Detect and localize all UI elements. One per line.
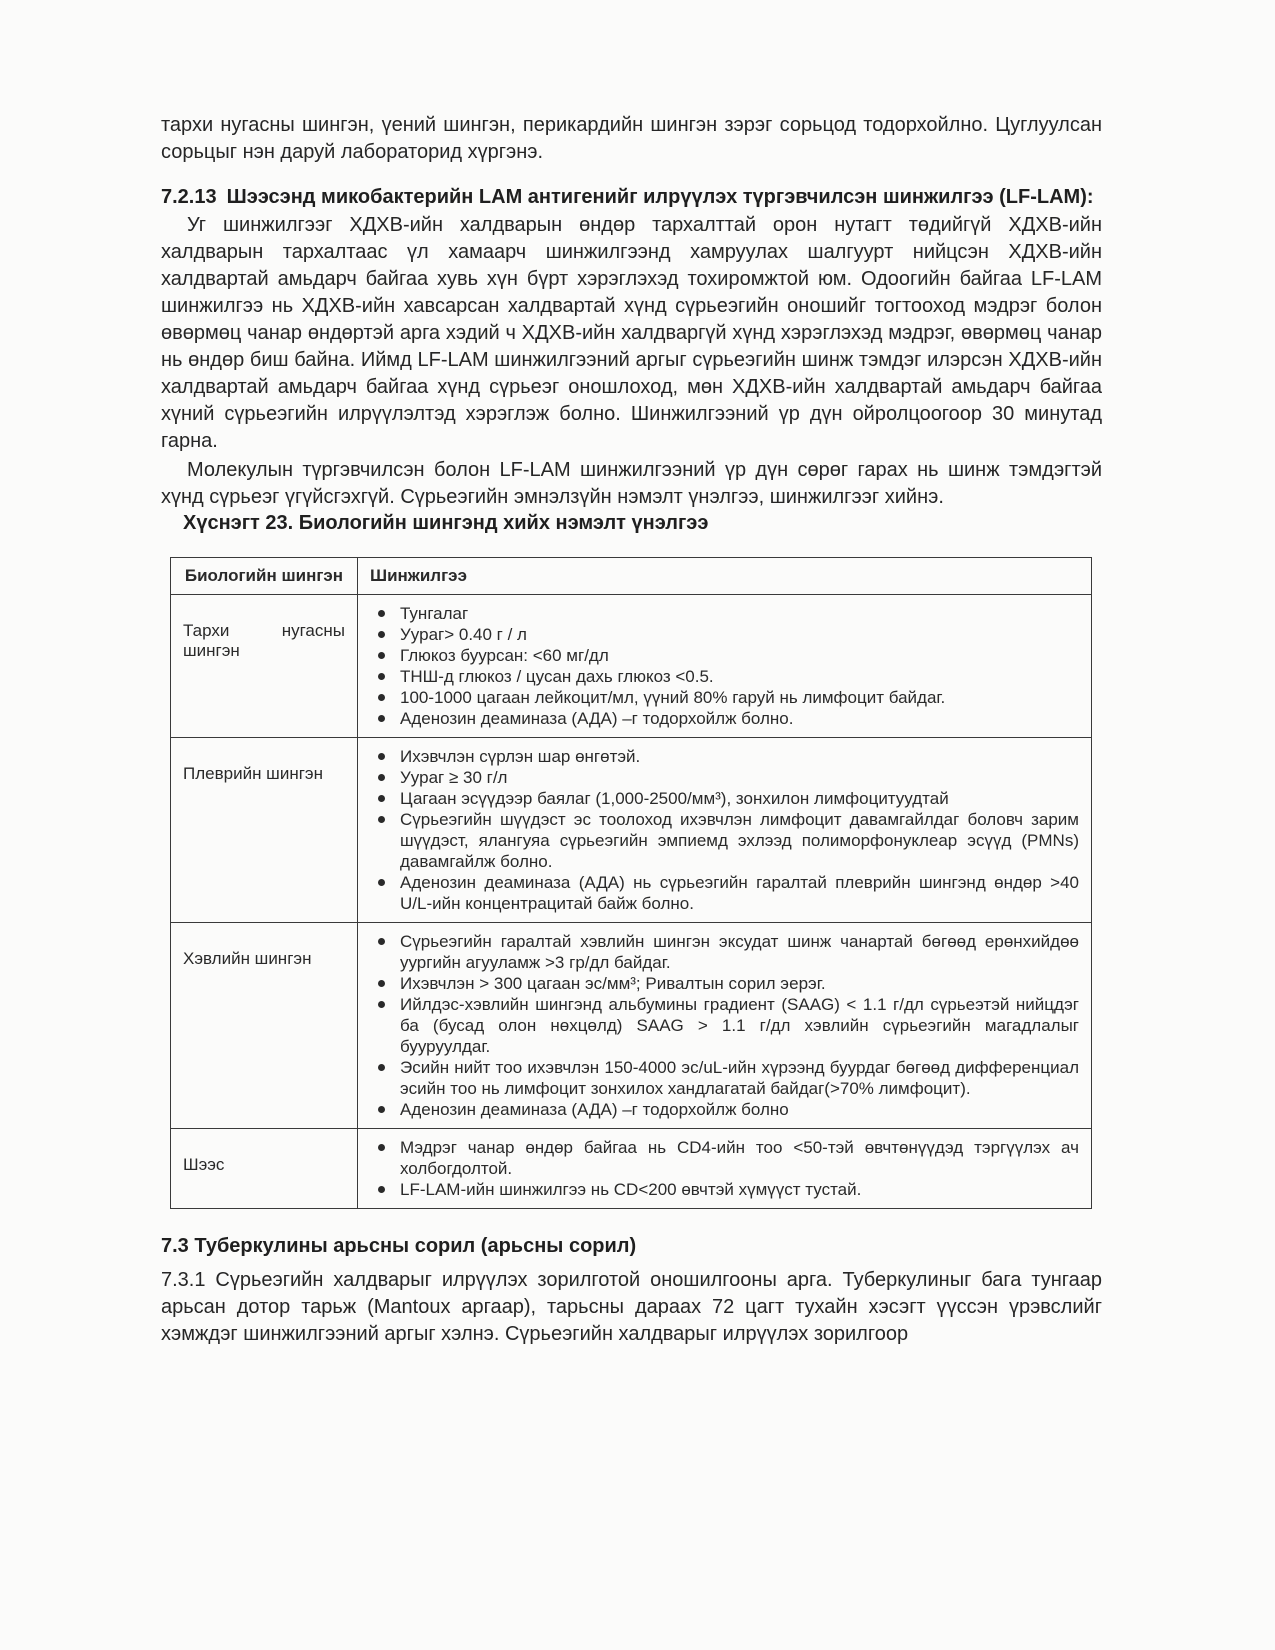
tests-list [370,931,1079,1120]
test-item: Глюкоз буурсан: <60 мг/дл [400,645,1079,666]
test-item: Аденозин деаминаза (АДА) нь сүрьеэгийн гаралтай плеврийн шингэнд өндөр >40 U/L-ийн концентрацитай байж болно. [400,873,1079,913]
lf-lam-paragraph-1: Уг шинжилгээг ХДХВ-ийн халдварын өндөр тархалттай орон нутагт төдийгүй ХДХВ-ийн халдварын тархалтаас үл хамаарч шинжилгээнд хамруулах шалгуурт нийцсэн ХДХВ-ийн халдвартай амьдарч байгаа хувь хүн бүрт хэрэглэхэд тохиромжтой юм. Одоогийн байгаа LF-LAM шинжилгээ нь ХДХВ-ийн хавсарсан халдвартай хүнд сүрьеэгийн оношийг тогтооход мэдрэг болон өвөрмөц чанар өндөртэй арга хэдий ч ХДХВ-ийн халдваргүй хүнд хэрэглэхэд мэдрэг, өвөрмөц чанар нь өндөр биш байна. Иймд LF-LAM шинжилгээний аргыг сүрьеэгийн шинж тэмдэг илэрсэн ХДХВ-ийн халдвартай амьдарч байгаа хүнд сүрьеэг оношлоход, мөн ХДХВ-ийн халдвартай амьдарч байгаа хүний сүрьеэгийн илрүүлэлтэд хэрэглэж болно. Шинжилгээний үр дүн ойролцоогоор 30 минутад гарна. [161,214,1102,452]
header-fluid: Биологийн шингэн [171,558,358,595]
tests-cell [358,595,1092,738]
fluid-cell [171,1129,358,1209]
test-item: Тунгалаг [400,603,1079,624]
tests-list [370,603,1079,729]
tests-cell [358,1129,1092,1209]
fluid-label: Хэвлийн шингэн [183,949,312,968]
section-7-3-paragraph: 7.3.1 Сүрьеэгийн халдварыг илрүүлэх зорилготой оношилгооны арга. Туберкулиныг бага тунгаар арьсан дотор тарьж (Mantoux аргаар), тарьсны дараах 72 цагт тухайн хэсэгт үүссэн үрэвслийг хэмждэг шинжилгээний аргыг хэлнэ. Сүрьеэгийн халдварыг илрүүлэх зорилгоор [161,1269,1102,1345]
section-7-3 [161,1233,1102,1348]
test-item: Цагаан эсүүдээр баялаг (1,000-2500/мм³), зонхилон лимфоцитуудтай [400,788,1079,809]
header-test: Шинжилгээ [358,558,1092,595]
test-item: LF-LAM-ийн шинжилгээ нь CD<200 өвчтэй хүмүүст тустай. [400,1179,1079,1200]
section-title: Шээсэнд микобактерийн LAM антигенийг илрүүлэх түргэвчилсэн шинжилгээ (LF-LAM): [226,186,1094,208]
table-caption: Хүснэгт 23. Биологийн шингэнд хийх нэмэлт үнэлгээ [183,512,709,534]
test-item: Ихэвчлэн сүрлэн шар өнгөтэй. [400,746,1079,767]
test-item: Ихэвчлэн > 300 цагаан эс/мм³; Ривалтын сорил эерэг. [400,973,1079,994]
test-item: Уураг ≥ 30 г/л [400,767,1079,788]
section-7-3-heading [161,1233,1102,1259]
table-row [171,923,1092,1129]
biological-fluids-table [170,557,1092,1209]
table-row [171,738,1092,923]
tests-list [370,1137,1079,1200]
fluid-cell [171,595,358,738]
fluid-label: Тархи нугасны шингэн [183,621,345,660]
tests-cell [358,923,1092,1129]
fluid-cell [171,923,358,1129]
lf-lam-paragraph-2: Молекулын түргэвчилсэн болон LF-LAM шинжилгээний үр дүн сөрөг гарах нь шинж тэмдэгтэй хүнд сүрьеэг үгүйсгэхгүй. Сүрьеэгийн эмнэлзүйн нэмэлт үнэлгээ, шинжилгээг хийнэ. [161,459,1102,508]
fluid-cell [171,738,358,923]
test-item: Сүрьеэгийн гаралтай хэвлийн шингэн эксудат шинж чанартай бөгөөд ерөнхийдөө уургийн агууламж >3 гр/дл байдаг. [400,932,1079,972]
test-item: 100-1000 цагаан лейкоцит/мл, үүний 80% гаруй нь лимфоцит байдаг. [400,687,1079,708]
section-7-3-title: 7.3 Туберкулины арьсны сорил (арьсны сорил) [161,1235,637,1257]
test-item: Уураг> 0.40 г / л [400,624,1079,645]
intro-paragraph: тархи нугасны шингэн, үений шингэн, перикардийн шингэн зэрэг сорьцод тодорхойлно. Цуглуулсан сорьцыг нэн даруй лабораторид хүргэнэ. [161,114,1102,163]
test-item: Ийлдэс-хэвлийн шингэнд альбумины градиент (SAAG) < 1.1 г/дл сүрьеэтэй нийцдэг ба (бусад олон нөхцөлд) SAAG > 1.1 г/дл хэвлийн сүрьеэгийн магадлалыг бууруулдаг. [400,995,1079,1056]
test-item: Аденозин деаминаза (АДА) –г тодорхойлж болно [400,1099,1079,1120]
table-header-row [171,558,1092,595]
fluid-label: Шээс [183,1155,225,1174]
table-row [171,595,1092,738]
section-number: 7.2.13 [161,186,217,208]
table-row [171,1129,1092,1209]
test-item: Эсийн нийт тоо ихэвчлэн 150-4000 эс/uL-ийн хүрээнд буурдаг бөгөөд дифференциал эсийн тоо нь лимфоцит зонхилох хандлагатай байдаг(>70% лимфоцит). [400,1058,1079,1098]
fluid-label: Плеврийн шингэн [183,764,323,783]
section-7-2-13-heading [161,184,1102,210]
tests-list [370,746,1079,914]
test-item: Аденозин деаминаза (АДА) –г тодорхойлж болно. [400,708,1079,729]
test-item: Сүрьеэгийн шүүдэст эс тоолоход ихэвчлэн лимфоцит давамгайлдаг боловч зарим шүүдэст, ялангуяа сүрьеэгийн эмпиемд эхлээд полиморфонуклеар эсүүд (PMNs) давамгайлж болно. [400,810,1079,871]
page-content [161,112,1102,1348]
tests-cell [358,738,1092,923]
test-item: ТНШ-д глюкоз / цусан дахь глюкоз <0.5. [400,666,1079,687]
test-item: Мэдрэг чанар өндөр байгаа нь CD4-ийн тоо <50-тэй өвчтөнүүдэд тэргүүлэх ач холбогдолтой. [400,1138,1079,1178]
